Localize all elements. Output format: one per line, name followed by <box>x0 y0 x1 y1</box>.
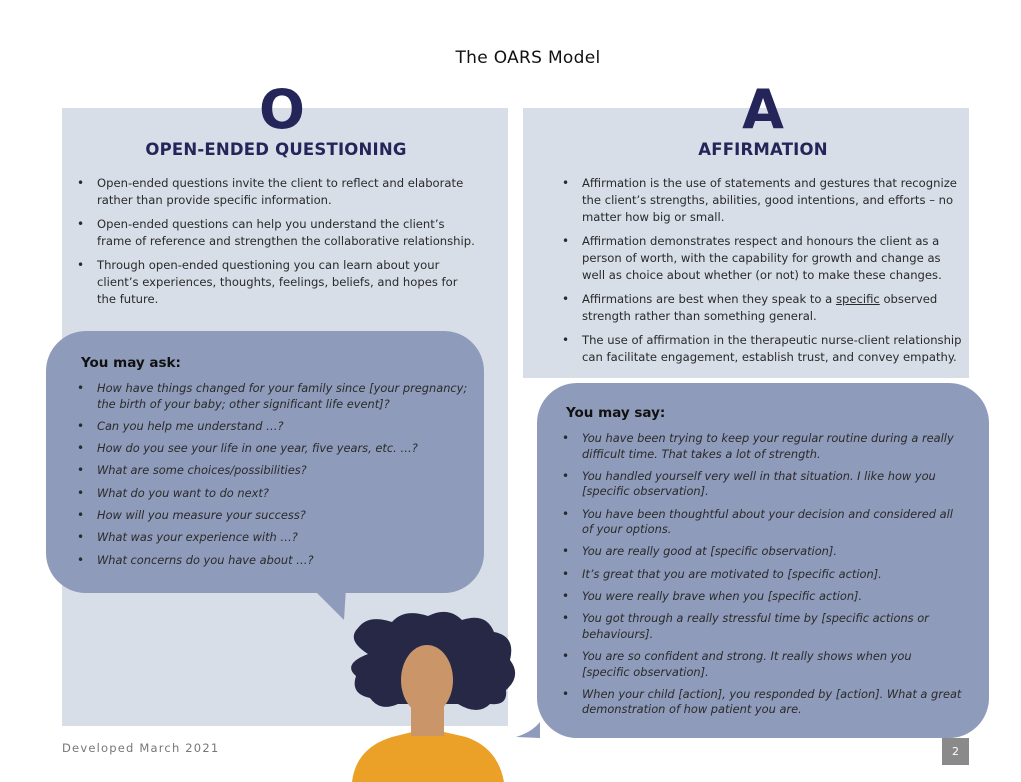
face-shape <box>401 645 453 715</box>
page-number-badge: 2 <box>942 738 969 765</box>
list-item: • You are so confident and strong. It really shows when you [specific observation]. <box>562 649 912 679</box>
list-item: • What do you want to do next? <box>77 485 269 500</box>
footer-developed-date: Developed March 2021 <box>62 741 220 755</box>
list-item: • It’s great that you are motivated to [specific action]. <box>562 566 882 581</box>
you-may-ask-list <box>77 381 472 575</box>
list-item: • You are really good at [specific observation]. <box>562 544 837 559</box>
list-item: • You have been trying to keep your regular routine during a really difficult time. That takes a lot of strength. <box>562 431 954 461</box>
list-item: • Can you help me understand …? <box>77 418 284 433</box>
speech-bubble-tail <box>516 722 540 738</box>
bullet-item: • Affirmation demonstrates respect and honours the client as a person of worth, with the capability for growth and change as well as choice about whether (or not) to make these changes. <box>562 234 942 282</box>
open-ended-heading: OPEN-ENDED QUESTIONING <box>145 140 407 159</box>
shirt-shape <box>352 732 504 782</box>
bullet-item: • Affirmation is the use of statements and gestures that recognize the client’s strengths, abilities, good intentions, and efforts – no matter how big or small. <box>562 176 957 224</box>
list-item: • You got through a really stressful time by [specific actions or behaviours]. <box>562 611 929 641</box>
you-may-say-list <box>562 431 962 725</box>
list-item: • You have been thoughtful about your decision and considered all of your options. <box>562 506 953 537</box>
person-illustration <box>351 612 515 782</box>
list-item: • How have things changed for your family since [your pregnancy; the birth of your baby; other significant life event]? <box>77 381 468 411</box>
list-item: • You were really brave when you [specific action]. <box>562 588 863 603</box>
you-may-say-title: You may say: <box>566 405 666 421</box>
bullet-item: • Affirmations are best when they speak to a specific observed strength rather than something general. <box>562 292 938 323</box>
letter-o: O <box>259 78 305 141</box>
list-item: • How do you see your life in one year, five years, etc. …? <box>77 441 418 456</box>
bullet-item: • Open-ended questions can help you understand the client’s frame of reference and strengthen the collaborative relationship. <box>77 217 475 248</box>
affirmation-heading: AFFIRMATION <box>698 140 828 159</box>
list-item: • What was your experience with …? <box>77 530 298 545</box>
letter-a: A <box>742 78 784 141</box>
you-may-ask-title: You may ask: <box>81 355 181 371</box>
list-item: • What concerns do you have about …? <box>77 552 314 567</box>
list-item: • You handled yourself very well in that situation. I like how you [specific observation]. <box>562 468 936 499</box>
bullet-item: • The use of affirmation in the therapeutic nurse-client relationship can facilitate engagement, establish trust, and convey empathy. <box>562 333 962 364</box>
list-item: • What are some choices/possibilities? <box>77 463 307 478</box>
bullet-item: • Through open-ended questioning you can learn about your client’s experiences, thoughts, feelings, beliefs, and hopes for the future. <box>77 258 458 306</box>
list-item: • How will you measure your success? <box>77 507 306 522</box>
page-title: The OARS Model <box>455 48 601 68</box>
bullet-item: • Open-ended questions invite the client to reflect and elaborate rather than provide specific information. <box>77 176 464 207</box>
list-item: • When your child [action], you responded by [action]. What a great demonstration of how patient you are. <box>562 686 962 717</box>
